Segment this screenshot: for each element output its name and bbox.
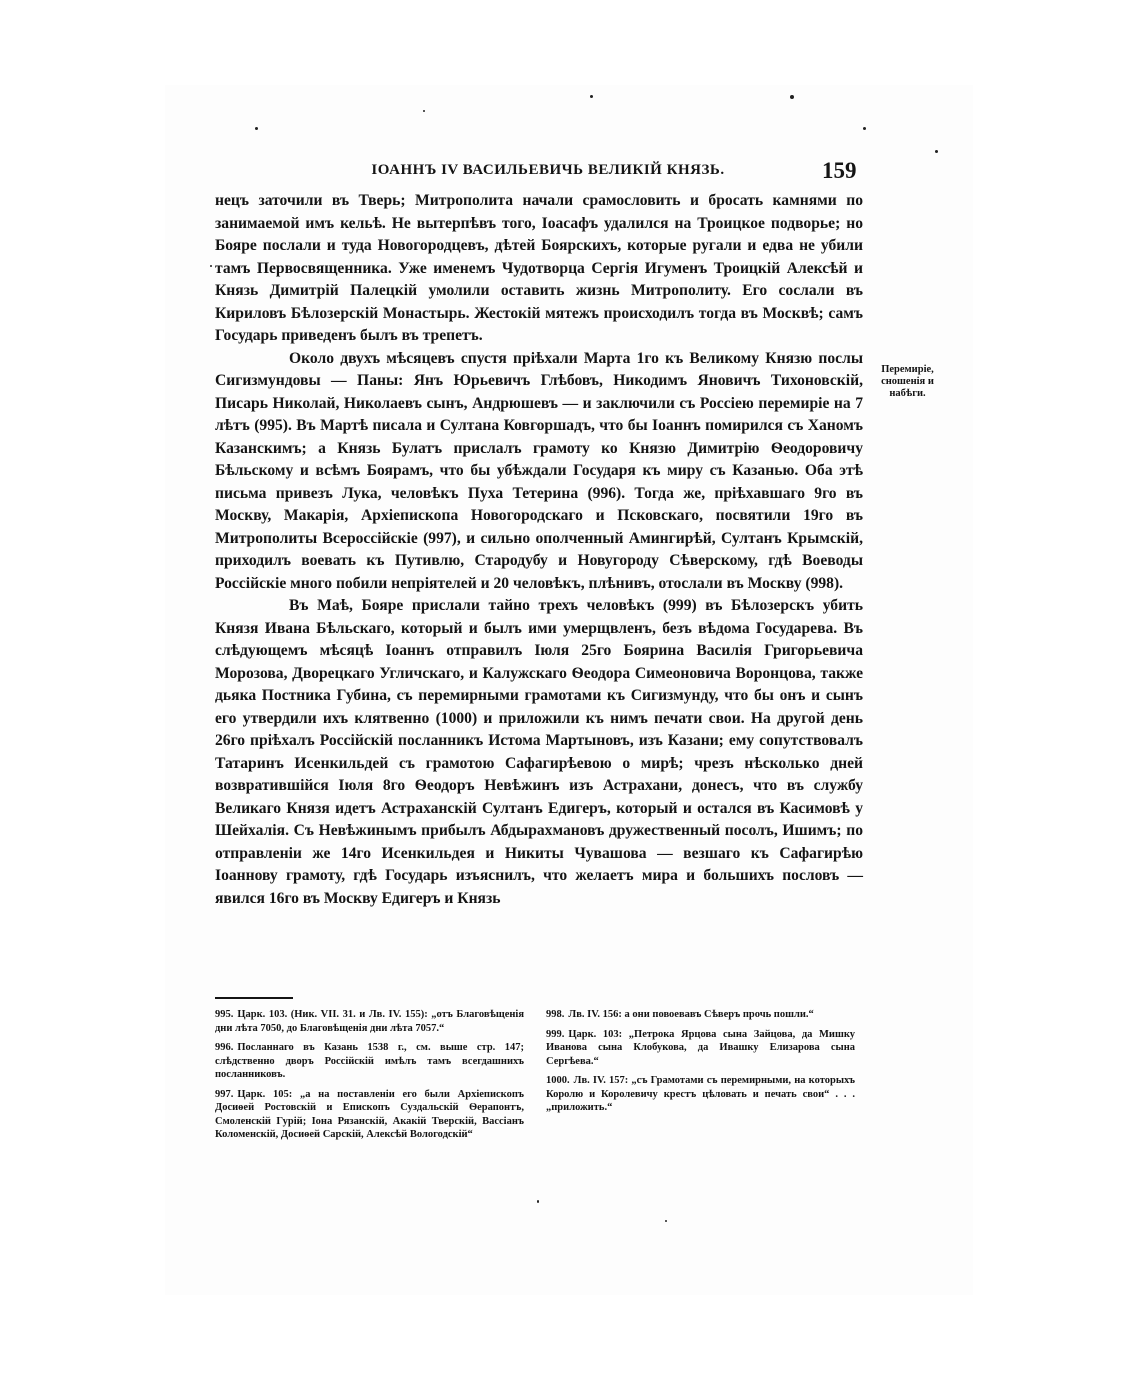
paragraph: нецъ заточили въ Тверь; Митрополита начали срамословить и бросать камнями по занимаемой имъ кельѣ. Не вытерпѣвъ того, Іоасафъ удалился на Троицкое подворье; но Бояре послали и туда Новогородцевъ, дѣтей Боярскихъ, которые ругали и едва не убили тамъ Первосвященника. Уже именемъ Чудотворца Сергія Игуменъ Троицкій Алексѣй и Князь Димитрій Палецкій умолили оставить жизнь Митрополиту. Его сослали въ Кириловъ Бѣлозерскій Монастырь. Жестокій мятежъ происходилъ тогда въ Москвѣ; самъ Государь приведенъ былъ въ трепетъ. (215, 192, 863, 344)
footnote-number: 1000. (546, 1075, 570, 1086)
footnote-column-right (546, 1008, 855, 1148)
footnote (546, 1008, 855, 1022)
ink-speck (255, 127, 258, 130)
footnote-text: Посланнаго въ Казань 1538 г., см. выше стр. 147; слѣдственно дворъ Россійскій имѣлъ тамъ всегдашнихъ посланниковъ. (215, 1042, 524, 1080)
footnote-column-left (215, 1008, 524, 1148)
footnote-number: 996. (215, 1042, 234, 1053)
margin-note: Перемиріе, сношенія и набѣги. (881, 364, 934, 399)
ink-speck (537, 1200, 539, 1203)
footnotes (215, 1008, 855, 1148)
main-text (215, 190, 863, 910)
footnote-text: Лв. IV. 156: а они повоевавъ Сѣверъ прочь пошли.“ (568, 1009, 814, 1020)
footnote (546, 1074, 855, 1115)
footnote-number: 999. (546, 1028, 565, 1040)
ink-speck (590, 95, 593, 98)
footnote (215, 1041, 524, 1082)
footnote-text: Царк. 105: „а на поставленіи его были Архіепископъ Досиѳей Ростовскій и Епископъ Суздальскій Ѳерапонтъ, Смоленскій Гурій; Іона Рязанскій, Акакій Тверскій, Вассіанъ Коломенскій, Досиѳей Сарскій, Алексѣй Вологодскій“ (215, 1088, 524, 1140)
footnote-number: 997. (215, 1088, 234, 1100)
footnote-number: 995. (215, 1009, 234, 1020)
footnote (546, 1028, 855, 1069)
ink-speck (790, 95, 794, 99)
ink-speck (863, 127, 866, 130)
ink-speck (210, 265, 212, 267)
paragraph: Въ Маѣ, Бояре прислали тайно трехъ человѣкъ (999) въ Бѣлозерскъ убить Князя Ивана Бѣльскаго, который и былъ ими умерщвленъ, безъ вѣдома Государева. Въ слѣдующемъ мѣсяцѣ Іоаннъ отправилъ Іюля 25го Боярина Василія Григорьевича Морозова, Дворецкаго Угличскаго, и Калужскаго Ѳеодора Симеоновича Воронцова, также дьяка Постника Губина, съ перемирными грамотами къ Сигизмунду, что бы онъ и сынъ его утвердили ихъ клятвенно (1000) и приложили къ нимъ печати свои. На другой день 26го пріѣхалъ Россійскій посланникъ Истома Мартыновъ, изъ Казани; ему сопутствовалъ Татаринъ Исенкильдей съ грамотою Сафагирѣевою о мирѣ; чрезъ нѣсколько дней возвратившійся Іюля 8го Ѳеодоръ Невѣжинъ изъ Астрахани, донесъ, что въ службу Великаго Князя идетъ Астраханскій Султанъ Едигеръ, который и остался въ Касимовѣ у Шейхалія. Съ Невѣжинымъ прибылъ Абдырахмановъ дружественный посолъ, Ишимъ; по отправленіи же 14го Исенкильдея и Никиты Чувашова — везшаго къ Сафагирѣю Іоаннову грамоту, гдѣ Государь изъяснилъ, что желаетъ мира и большихъ пословъ — явился 16го въ Москву Едигеръ и Князь (215, 597, 863, 907)
footnote-text: Лв. IV. 157: „съ Грамотами съ перемирными, на которыхъ Королю и Королевичу крестъ цѣловать и печать свои“ . . . „приложить.“ (546, 1075, 855, 1113)
ink-speck (935, 150, 938, 153)
footnote (215, 1088, 524, 1142)
footnote-text: Царк. 103. (Ник. VII. 31. и Лв. IV. 155): „отъ Благовѣщенія дни лѣта 7050, до Благовѣщенія дни лѣта 7057.“ (215, 1009, 524, 1034)
paragraph: Около двухъ мѣсяцевъ спустя пріѣхали Марта 1го къ Великому Князю послы Сигизмундовы — Паны: Янъ Юрьевичъ Глѣбовъ, Никодимъ Яновичъ Тихоновскій, Писарь Николай, Николаевъ сынъ, Андрюшевъ — и заключили съ Россіею перемиріе на 7 лѣтъ (995). Въ Мартѣ писала и Султана Ковгоршадъ, что бы Іоаннъ помирился съ Ханомъ Казанскимъ; а Князь Булатъ прислалъ грамоту ко Князю Димитрію Ѳеодоровичу Бѣльскому и всѣмъ Боярамъ, что бы убѣждали Государя къ миру съ Казанью. Оба этѣ письма привезъ Лука, человѣкъ Пуха Тетерина (996). Тогда же, пріѣхавшаго 9го въ Москву, Макарія, Архіепископа Новогородскаго и Псковскаго, посвятили 19го въ Митрополиты Всероссійскіе (997), и сильно ополченный Амингирѣй, Султанъ Крымскій, приходилъ воевать къ Путивлю, Стародубу и Новугороду Сѣверскому, гдѣ Воеводы Россійскіе много побили непріятелей и 20 человѣкъ, плѣнивъ, отослали въ Москву (998). (215, 349, 863, 592)
page-number: 159 (822, 158, 857, 183)
running-title: ІОАННЪ IV ВАСИЛЬЕВИЧЬ ВЕЛИКІЙ КНЯЗЬ. (371, 162, 725, 178)
footnote-text: Царк. 103: „Петрока Ярцова сына Зайцова, да Мишку Иванова сына Клобукова, да Ивашку Елизарова сына Сергѣева.“ (546, 1028, 855, 1067)
footnote-number: 998. (546, 1009, 565, 1020)
ink-speck (665, 1220, 667, 1222)
footnote-divider (215, 997, 293, 999)
ink-speck (423, 110, 425, 112)
footnote (215, 1008, 524, 1035)
